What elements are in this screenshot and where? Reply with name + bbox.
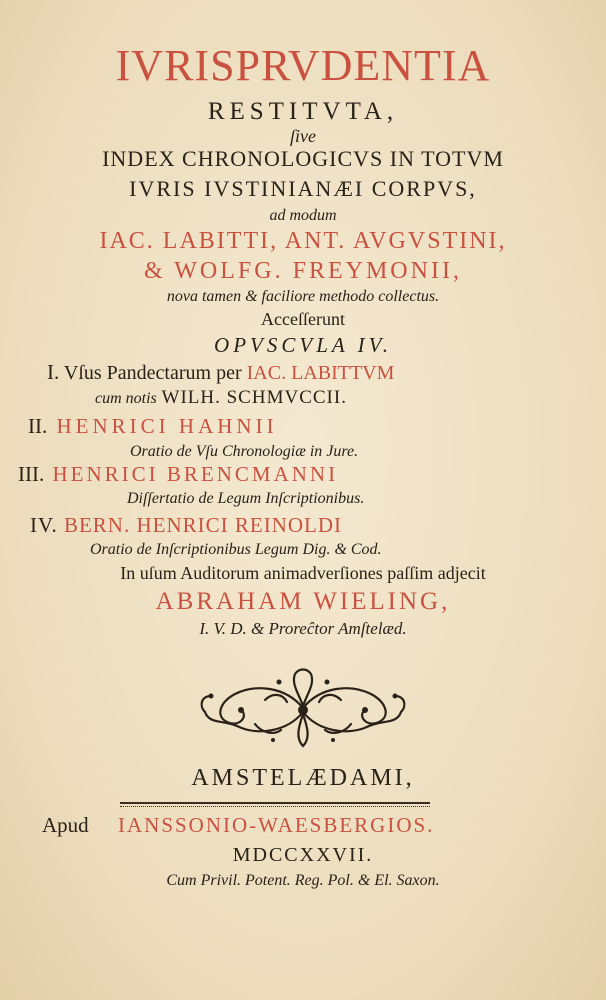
item-2 <box>28 414 278 439</box>
item-1-sub-name: WILH. SCHMVCCII. <box>161 387 347 408</box>
item-4-author: BERN. HENRICI REINOLDI <box>63 513 343 537</box>
imprint-printer: IANSSONIO-WAESBERGIOS. <box>118 813 435 837</box>
imprint-apud: Apud <box>42 813 89 837</box>
subtitle-restituta: RESTITVTA, <box>207 98 399 125</box>
item-2-sub: Oratio de Vſu Chronologiæ in Jure. <box>130 443 359 460</box>
imprint-rule-dotted <box>120 806 430 807</box>
item-4 <box>30 513 342 538</box>
sive-line: ſive <box>290 126 316 146</box>
item-1-number: I. <box>47 360 60 384</box>
item-2-number: II. <box>28 414 48 438</box>
item-3-number: III. <box>18 462 45 486</box>
item-4-sub: Oratio de Inſcriptionibus Legum Dig. & Cod. <box>90 541 382 558</box>
opuscula-line: OPVSCVLA IV. <box>214 333 392 357</box>
accesserunt-line: Acceſſerunt <box>261 309 345 329</box>
item-3 <box>18 462 338 487</box>
item-4-number: IV. <box>30 513 58 537</box>
authors-line-1: IAC. LABITTI, ANT. AVGVSTINI, <box>99 228 507 254</box>
editor-title: I. V. D. & Proreĉtor Amſtelæd. <box>199 619 407 638</box>
editor-name: ABRAHAM WIELING, <box>155 588 451 615</box>
index-line: INDEX CHRONOLOGICVS IN TOTVM <box>102 146 504 171</box>
item-3-sub: Diſſertatio de Legum Inſcriptionibus. <box>127 490 365 507</box>
imprint-place: AMSTELÆDAMI, <box>191 765 415 791</box>
privilege-line: Cum Privil. Potent. Reg. Pol. & El. Saxon. <box>166 872 440 889</box>
main-title: IVRISPRVDENTIA <box>115 41 491 90</box>
imprint-rule <box>120 802 430 804</box>
method-line: nova tamen & faciliore methodo collectus. <box>166 288 440 305</box>
usum-line: In uſum Auditorum animadverſiones paſſim adjecit <box>120 563 486 583</box>
iuris-line: IVRIS IVSTINIANÆI CORPVS, <box>129 176 477 201</box>
item-2-author: HENRICI HAHNII <box>56 414 278 438</box>
authors-line-2: & WOLFG. FREYMONII, <box>144 258 462 284</box>
imprint-year: MDCCXXVII. <box>232 844 374 866</box>
item-3-author: HENRICI BRENCMANNI <box>52 462 339 486</box>
item-1-author: IAC. LABITTVM <box>246 362 395 384</box>
item-1-sub <box>95 387 347 409</box>
ad-modum-line: ad modum <box>269 207 337 224</box>
item-1-text: Vſus Pandectarum per <box>63 362 242 384</box>
item-1-sub-italic: cum notis <box>95 390 157 407</box>
printers-ornament <box>195 666 411 750</box>
item-1 <box>47 360 394 385</box>
